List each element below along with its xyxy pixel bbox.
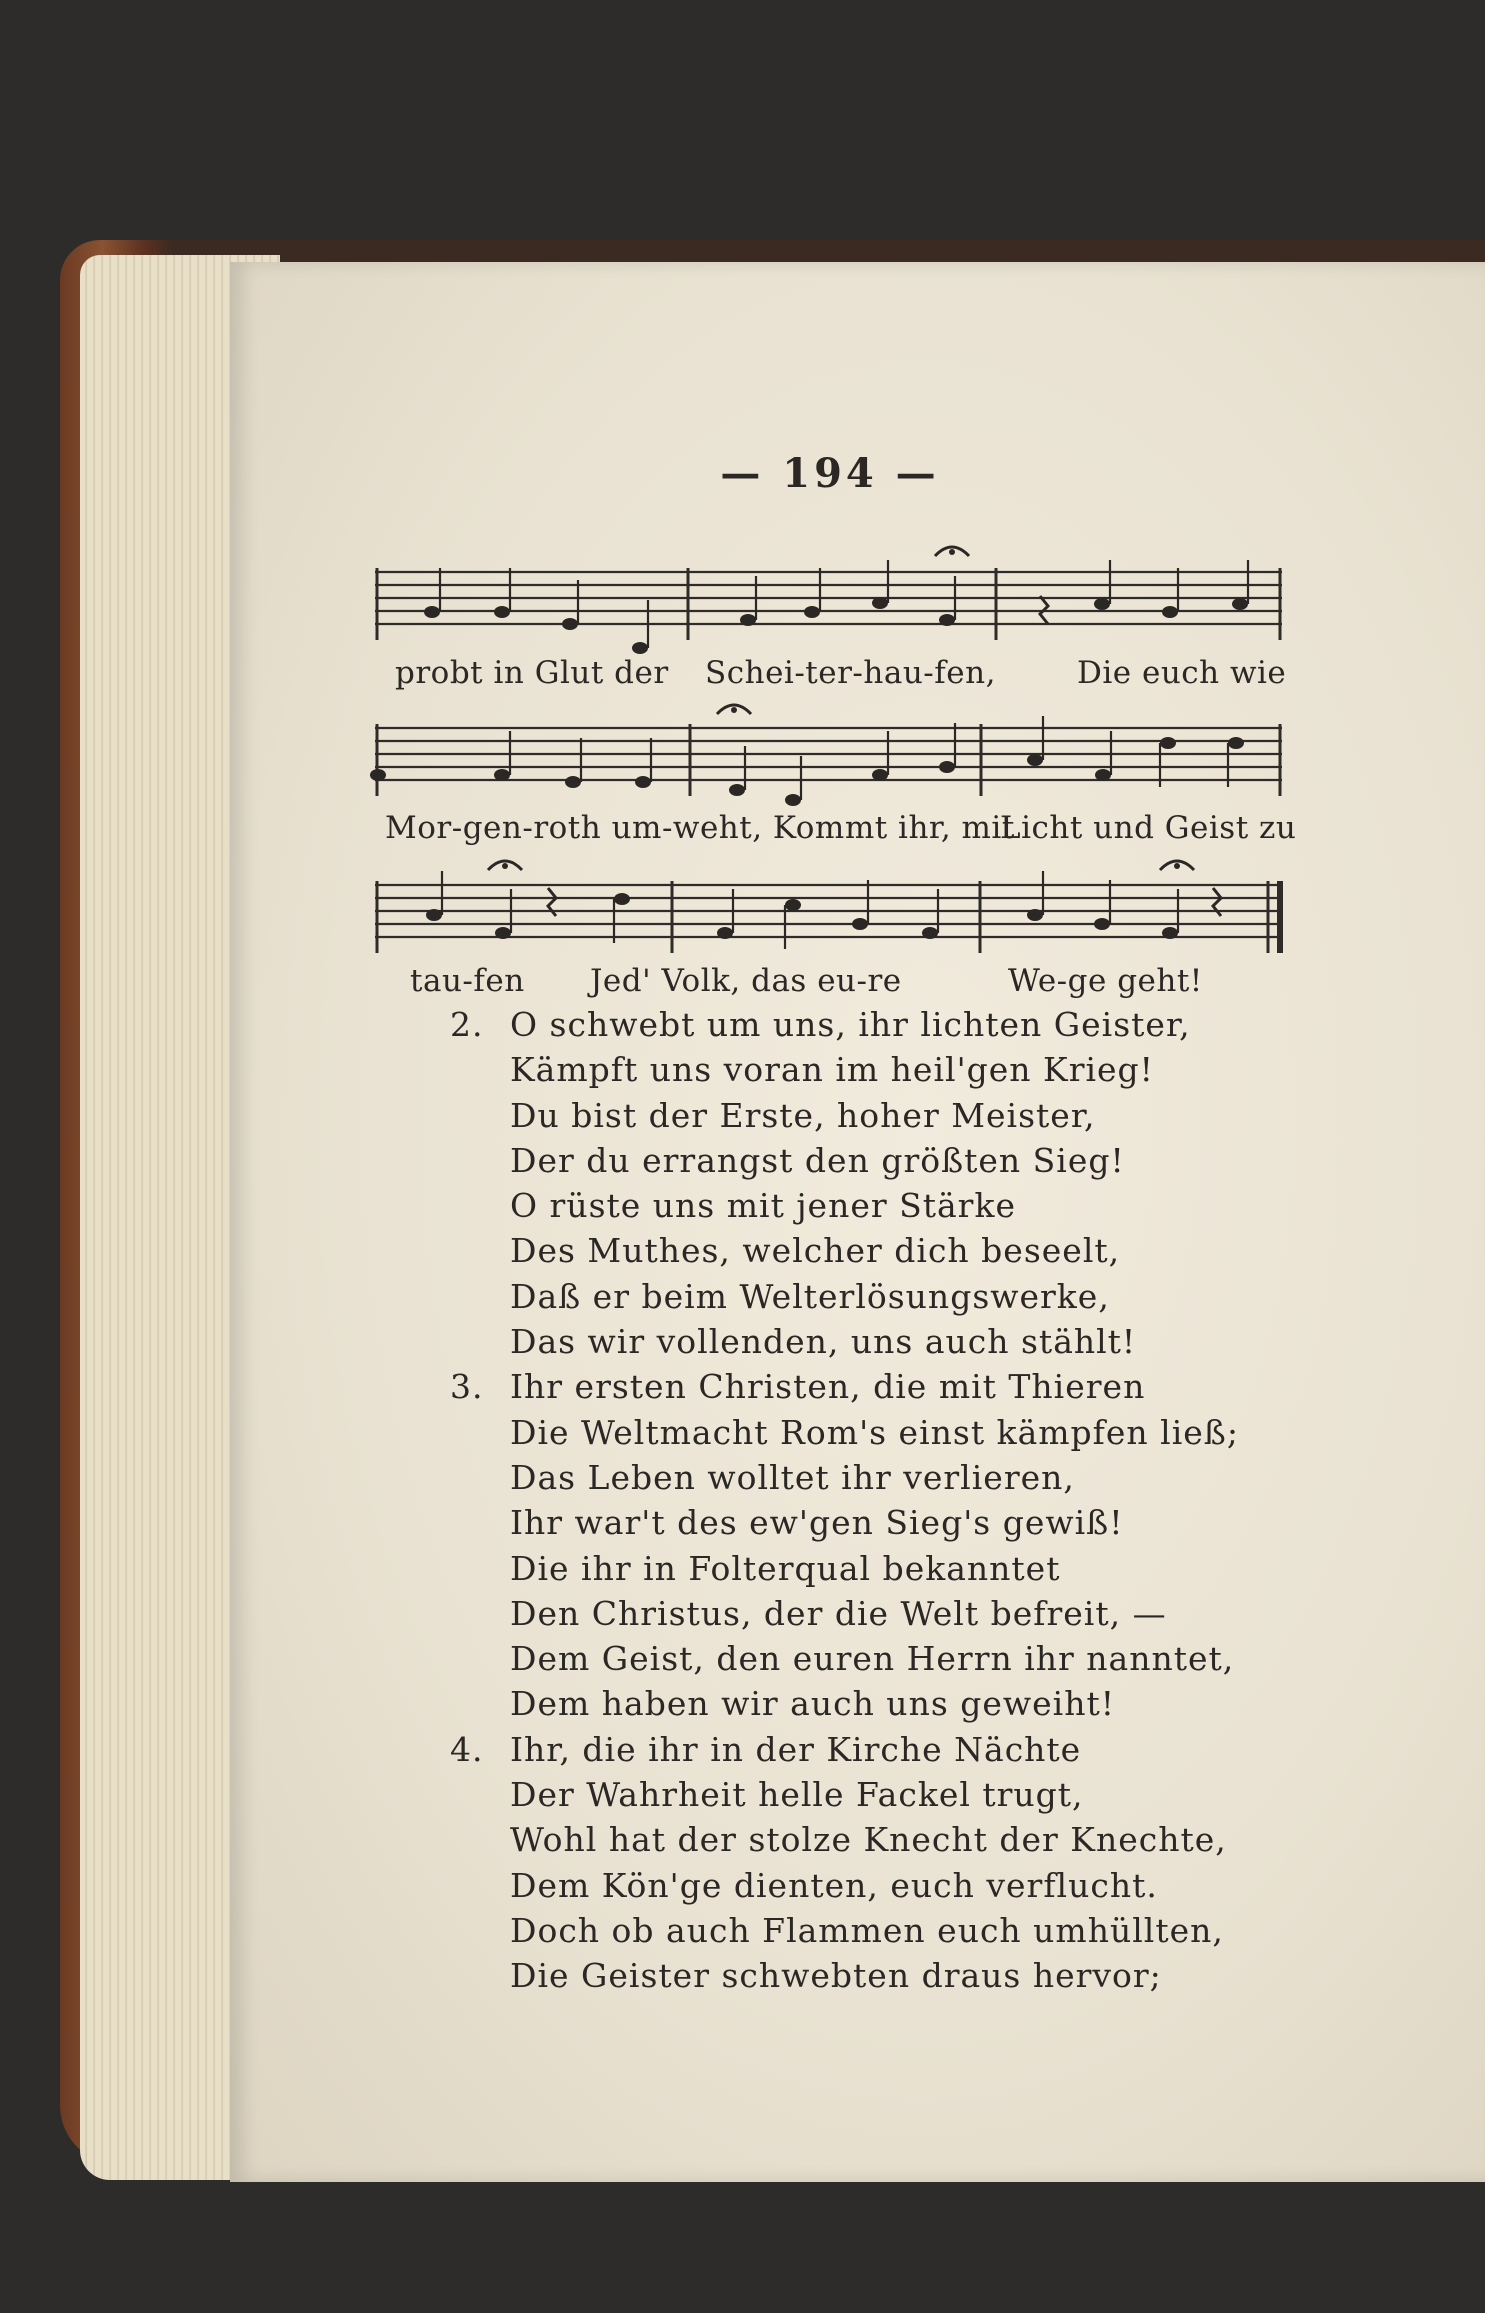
verse-line xyxy=(450,1681,1350,1726)
verse-text: Dem haben wir auch uns geweiht! xyxy=(510,1684,1116,1724)
verse-text: Der Wahrheit helle Fackel trugt, xyxy=(510,1775,1084,1815)
staff-3-notes xyxy=(426,861,1221,949)
verse-line xyxy=(450,1500,1350,1545)
verse-line xyxy=(450,1410,1350,1455)
verse-text: Die Geister schwebten draus hervor; xyxy=(510,1956,1162,1996)
verse-line xyxy=(450,1908,1350,1953)
lyric-2-2: Licht und Geist zu xyxy=(1000,810,1297,846)
verse-text: Daß er beim Welterlösungswerke, xyxy=(510,1276,1110,1316)
verse-text: Du bist der Erste, hoher Meister, xyxy=(510,1095,1096,1135)
verse-text: Dem Geist, den euren Herrn ihr nanntet, xyxy=(510,1639,1235,1679)
verse-text: Doch ob auch Flammen euch umhüllten, xyxy=(510,1910,1224,1950)
lyric-3-1: tau-fen xyxy=(410,963,525,999)
verse-line xyxy=(450,1183,1350,1228)
verse-number: 4. xyxy=(450,1729,484,1769)
lyric-1-3: Die euch wie xyxy=(1077,655,1287,691)
verse-line xyxy=(450,1093,1350,1138)
verse-line xyxy=(450,1863,1350,1908)
verse-text: Ihr war't des ew'gen Sieg's gewiß! xyxy=(510,1503,1124,1543)
verse-text: Ihr ersten Christen, die mit Thieren xyxy=(510,1367,1146,1407)
verse-line xyxy=(450,1546,1350,1591)
staff-3 xyxy=(375,861,1282,953)
verse-text: O rüste uns mit jener Stärke xyxy=(510,1186,1016,1226)
verse-3 xyxy=(450,1364,1350,1726)
verse-line xyxy=(450,1047,1350,1092)
verse-line xyxy=(450,1591,1350,1636)
verse-line xyxy=(450,1636,1350,1681)
verse-text: Den Christus, der die Welt befreit, — xyxy=(510,1593,1167,1633)
staff-2 xyxy=(370,705,1282,806)
verses xyxy=(450,1002,1350,1999)
verse-text: Der du errangst den größten Sieg! xyxy=(510,1140,1125,1180)
verse-text: Dem Kön'ge dienten, euch verflucht. xyxy=(510,1865,1158,1905)
verse-line xyxy=(450,1817,1350,1862)
verse-2 xyxy=(450,1002,1350,1364)
lyric-1-2: Schei-ter-hau-fen, xyxy=(705,655,996,691)
verse-text: O schwebt um uns, ihr lichten Geister, xyxy=(510,1005,1191,1044)
verse-text: Das Leben wolltet ihr verlieren, xyxy=(510,1457,1075,1497)
verse-4 xyxy=(450,1727,1350,1999)
verse-text: Die ihr in Folterqual bekanntet xyxy=(510,1548,1061,1588)
verse-line xyxy=(450,1364,1350,1409)
verse-line xyxy=(450,1455,1350,1500)
music-notation xyxy=(0,0,1485,1000)
verse-line xyxy=(450,1228,1350,1273)
lyric-3-3: We-ge geht! xyxy=(1008,963,1203,999)
verse-text: Kämpft uns voran im heil'gen Krieg! xyxy=(510,1050,1154,1090)
verse-line xyxy=(450,1727,1350,1772)
verse-line xyxy=(450,1772,1350,1817)
page-number: — 194 — xyxy=(720,450,940,497)
verse-number: 3. xyxy=(450,1367,484,1407)
verse-text: Des Muthes, welcher dich beseelt, xyxy=(510,1231,1121,1271)
staff-1-notes xyxy=(424,547,1248,654)
lyric-3-2: Jed' Volk, das eu-re xyxy=(590,963,902,999)
verse-text: Ihr, die ihr in der Kirche Nächte xyxy=(510,1729,1082,1769)
lyric-2-1: Mor-gen-roth um-weht, Kommt ihr, mit xyxy=(385,810,1015,846)
verse-number: 2. xyxy=(450,1005,484,1044)
verse-text: Das wir vollenden, uns auch stählt! xyxy=(510,1322,1137,1362)
staff-2-notes xyxy=(370,705,1244,806)
staff-1 xyxy=(375,547,1282,654)
verse-text: Wohl hat der stolze Knecht der Knechte, xyxy=(510,1820,1227,1860)
verse-line xyxy=(450,1274,1350,1319)
lyric-1-1: probt in Glut der xyxy=(395,655,669,691)
verse-line xyxy=(450,1002,1350,1047)
verse-line xyxy=(450,1953,1350,1998)
verse-line xyxy=(450,1138,1350,1183)
verse-line xyxy=(450,1319,1350,1364)
verse-text: Die Weltmacht Rom's einst kämpfen ließ; xyxy=(510,1412,1239,1452)
